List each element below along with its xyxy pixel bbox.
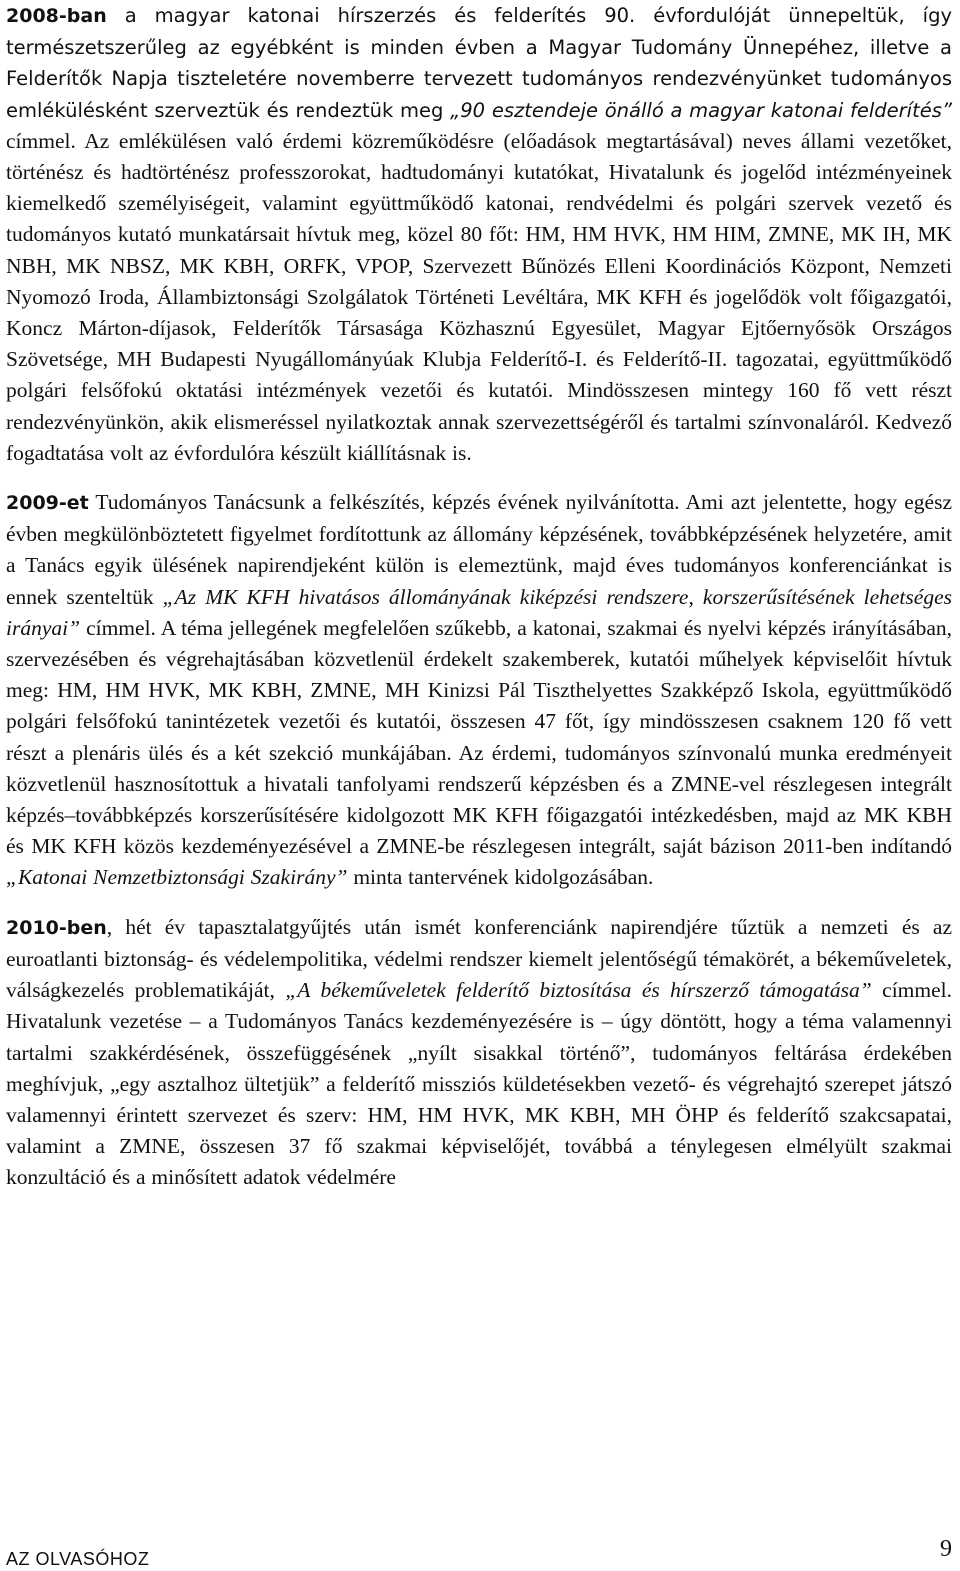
- page-footer: [6, 1536, 952, 1570]
- paragraph-2008-cimmel: címmel.: [6, 128, 76, 153]
- paragraph-2009-body: címmel. A téma jellegének megfelelően szűkebb, a katonai, szakmai és nyelvi képzés irányításában, szervezésében és végrehajtásában közvetlenül érdekelt szakemberek, kutatói műhelyek képviselőit hívtuk meg: HM, HM HVK, MK KBH, ZMNE, MH Kinizsi Pál Tiszthelyettes Szakképző Iskola, együttműködő polgári felsőfokú tanintézetek vezetői és kutatói, összesen 47 főt, így mindösszesen csaknem 120 fő vett részt a plenáris ülés és a két szekció munkájában. Az érdemi, tudományos színvonalú munka eredményeit közvetlenül hasznosítottuk a hivatali tanfolyami rendszerű képzésben és a ZMNE-vel részlegesen integrált képzés–továbbképzés korszerűsítésére kidolgozott MK KFH főigazgatói intézkedésben, majd az MK KBH és MK KFH közös kezdeményezésével a ZMNE-be részlegesen integrált, saját bázison 2011-ben indítandó: [6, 615, 952, 859]
- paragraph-2010: [6, 912, 952, 1194]
- curriculum-title-2009: „Katonai Nemzetbiztonsági Szakirány”: [6, 865, 348, 890]
- event-title-2008: „90 esztendeje önálló a magyar katonai felderítés”: [450, 98, 952, 122]
- paragraph-gap: [6, 469, 952, 487]
- paragraph-2008-lead: a magyar katonai hírszerzés és felderítés 90. évfordulóját ünnepeltük, így természetszerűleg az egyébként is minden évben a Magyar Tudomány Ünnepéhez, illetve a Felderítők Napja tiszteletére novemberre tervezett tudományos rendezvényünket tudományos emlékülésként szerveztük és rendeztük meg: [6, 4, 952, 122]
- page-number: 9: [940, 1536, 952, 1562]
- paragraph-gap: [6, 894, 952, 912]
- year-2010: 2010-ben: [6, 916, 107, 939]
- paragraph-2009-lead: Tudományos Tanácsunk a felkészítés, képzés évének nyilvánította. Ami azt jelentette, hogy egész évben megkülönböztetett figyelmet fordítottunk az állomány képzésének, továbbképzésének helyzetére, amit a Tanács egyik ülésének napirendjeként külön is elemeztünk, majd éves tudományos konferenciánkat is ennek szenteltük: [6, 490, 952, 609]
- year-2009: 2009-et: [6, 492, 89, 515]
- conference-title-2010: „A békeműveletek felderítő biztosítása és hírszerző támogatása”: [285, 978, 872, 1003]
- paragraph-2010-body: címmel. Hivatalunk vezetése – a Tudományos Tanács kezdeményezésére is – úgy döntött, hogy a téma valamennyi tartalmi szakkérdésének, összefüggésének „nyílt sisakkal történő”, tudományos feltárása érdekében meghívjuk, „egy asztalhoz ültetjük” a felderítő missziós küldetésekben vezető- és végrehajtó szerepet játszó valamennyi érintett szervezet és szerv: HM, HM HVK, MK KBH, MH ÖHP és felderítő szakcsapatai, valamint a ZMNE, összesen 37 fő szakmai képviselőjét, továbbá a ténylegesen elmélyült szakmai konzultáció és a minősített adatok védelmére: [6, 978, 953, 1190]
- year-2008: 2008-ban: [6, 5, 107, 27]
- conference-title-2009: „Az MK KFH hivatásos állományának kiképzési rendszere, korszerűsítésének lehetséges irányai”: [6, 584, 952, 640]
- footer-section-title: AZ OLVASÓHOZ: [6, 1549, 150, 1569]
- document-page: [6, 0, 952, 1194]
- paragraph-2009-end: minta tantervének kidolgozásában.: [347, 865, 654, 890]
- paragraph-2009: [6, 487, 952, 894]
- paragraph-2008-body: Az emlékülésen való érdemi közreműködésre (előadások megtartásával) neves állami vezetőket, történész és hadtörténész professzorokat, hadtudományi kutatókat, Hivatalunk és jogelőd intézményeinek kiemelkedő személyiségeit, valamint együttműködő katonai, rendvédelmi és polgári szervek vezető és tudományos kutató munkatársait hívtuk meg, közel 80 főt: HM, HM HVK, HM HIM, ZMNE, MK IH, MK NBH, MK NBSZ, MK KBH, ORFK, VPOP, Szervezett Bűnözés Elleni Koordinációs Központ, Nemzeti Nyomozó Iroda, Állambiztonsági Szolgálatok Történeti Levéltára, MK KFH és jogelődök volt főigazgatói, Koncz Márton-díjasok, Felderítők Társasága Közhasznú Egyesület, Magyar Ejtőernyősök Országos Szövetsége, MH Budapesti Nyugállományúak Klubja Felderítő-I. és Felderítő-II. tagozatai, együttműködő polgári felsőfokú oktatási intézmények vezetői és kutatói. Mindösszesen mintegy 160 fő vett részt rendezvényünkön, akik elismeréssel nyilatkoztak annak szervezettségéről és tartalmi színvonaláról. Kedvező fogadtatása volt az évfordulóra készült kiállításnak is.: [6, 128, 952, 465]
- paragraph-2008: [6, 0, 952, 469]
- paragraph-2010-lead: , hét év tapasztalatgyűjtés után ismét konferenciánk napirendjére tűztük a nemzeti és az euroatlanti biztonság- és védelempolitika, védelmi rendszer kiemelt jelentőségű témakörét, a békeműveletek, válságkezelés problematikáját,: [6, 914, 952, 1003]
